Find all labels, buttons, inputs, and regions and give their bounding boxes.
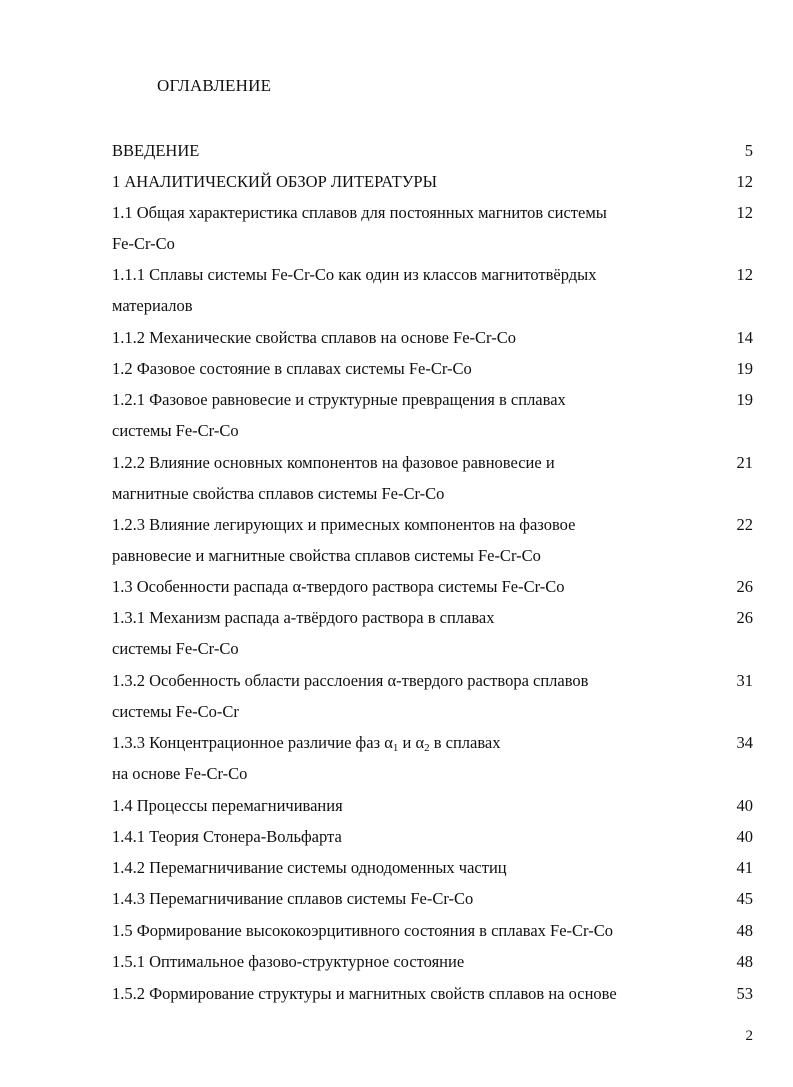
toc-entry-text: 1.3 Особенности распада α-твердого раствора системы Fe-Cr-Co (112, 577, 565, 596)
toc-entry-page: 19 (736, 390, 753, 409)
toc-entry-text-cont: системы Fe-Cr-Co (112, 421, 239, 440)
toc-entry-text-cont: системы Fe-Co-Cr (112, 702, 239, 721)
toc-entry-text-cont: материалов (112, 296, 193, 315)
toc-entry-page: 53 (736, 984, 753, 1003)
subscript: 1 (392, 742, 399, 754)
toc-entry-text: 1.2.3 Влияние легирующих и примесных компонентов на фазовое (112, 515, 576, 534)
toc-entry-page: 14 (736, 328, 753, 347)
toc-entry-text: 1 АНАЛИТИЧЕСКИЙ ОБЗОР ЛИТЕРАТУРЫ (112, 172, 437, 191)
toc-entry-text (112, 733, 501, 753)
page-title: ОГЛАВЛЕНИЕ (157, 76, 272, 95)
toc-entry-page: 12 (736, 203, 753, 222)
toc-entry-page: 19 (736, 359, 753, 378)
toc-entry-text: 1.4.1 Теория Стонера-Вольфарта (112, 827, 342, 846)
page-number: 2 (745, 1028, 753, 1044)
toc-entry-page: 40 (736, 796, 753, 815)
toc-entry-text: 1.5.2 Формирование структуры и магнитных свойств сплавов на основе (112, 984, 617, 1003)
toc-entry-text-cont: магнитные свойства сплавов системы Fe-Cr-Co (112, 484, 445, 503)
toc-entry-text: 1.5 Формирование высококоэрцитивного состояния в сплавах Fe-Cr-Co (112, 921, 613, 940)
toc-entry-text: 1.4 Процессы перемагничивания (112, 796, 343, 815)
toc-entry-text-cont: на основе Fe-Cr-Co (112, 764, 248, 783)
toc-entry-text-part: 1.3.3 Концентрационное различие фаз α (112, 733, 393, 752)
toc-entry-page: 22 (736, 515, 753, 534)
toc-entry-text: 1.1.1 Сплавы системы Fe-Cr-Co как один из классов магнитотвёрдых (112, 265, 597, 284)
toc-entry-page: 5 (744, 141, 753, 160)
toc-entry-page: 45 (736, 889, 753, 908)
toc-entry-page: 26 (736, 577, 753, 596)
toc-entry-text: 1.2.1 Фазовое равновесие и структурные превращения в сплавах (112, 390, 566, 409)
toc-entry-text-cont: системы Fe-Cr-Co (112, 639, 239, 658)
toc-entry-text: 1.1.2 Механические свойства сплавов на основе Fe-Cr-Co (112, 328, 516, 347)
toc-entry-page: 34 (736, 733, 753, 752)
toc-entry-text: 1.4.3 Перемагничивание сплавов системы Fe-Cr-Co (112, 889, 474, 908)
toc-entry-page: 21 (736, 453, 753, 472)
toc-entry-text-part: и α (398, 733, 425, 752)
toc-entry-text: 1.2 Фазовое состояние в сплавах системы Fe-Cr-Co (112, 359, 472, 378)
toc-entry-page: 12 (736, 265, 753, 284)
toc-entry-page: 12 (736, 172, 753, 191)
toc-entry-page: 26 (736, 608, 753, 627)
toc-entry-text: 1.3.2 Особенность области расслоения α-твердого раствора сплавов (112, 671, 589, 690)
toc-entry-page: 41 (736, 858, 753, 877)
toc-entry-text-part: в сплавах (429, 733, 501, 752)
toc-entry-text: ВВЕДЕНИЕ (112, 141, 200, 160)
toc-entry-text-cont: Fe-Cr-Co (112, 234, 175, 253)
toc-entry-text: 1.1 Общая характеристика сплавов для постоянных магнитов системы (112, 203, 607, 222)
toc-entry-text-cont: равновесие и магнитные свойства сплавов системы Fe-Cr-Co (112, 546, 541, 565)
toc-entry-page: 48 (736, 921, 753, 940)
toc-entry-page: 31 (736, 671, 753, 690)
toc-entry-page: 48 (736, 952, 753, 971)
toc-entry-text: 1.3.1 Механизм распада а-твёрдого раствора в сплавах (112, 608, 495, 627)
toc-entry-page: 40 (736, 827, 753, 846)
subscript: 2 (424, 742, 430, 754)
toc-entry-text: 1.5.1 Оптимальное фазово-структурное состояние (112, 952, 465, 971)
toc-entry-text: 1.2.2 Влияние основных компонентов на фазовое равновесие и (112, 453, 555, 472)
toc-entry-text: 1.4.2 Перемагничивание системы однодоменных частиц (112, 858, 507, 877)
